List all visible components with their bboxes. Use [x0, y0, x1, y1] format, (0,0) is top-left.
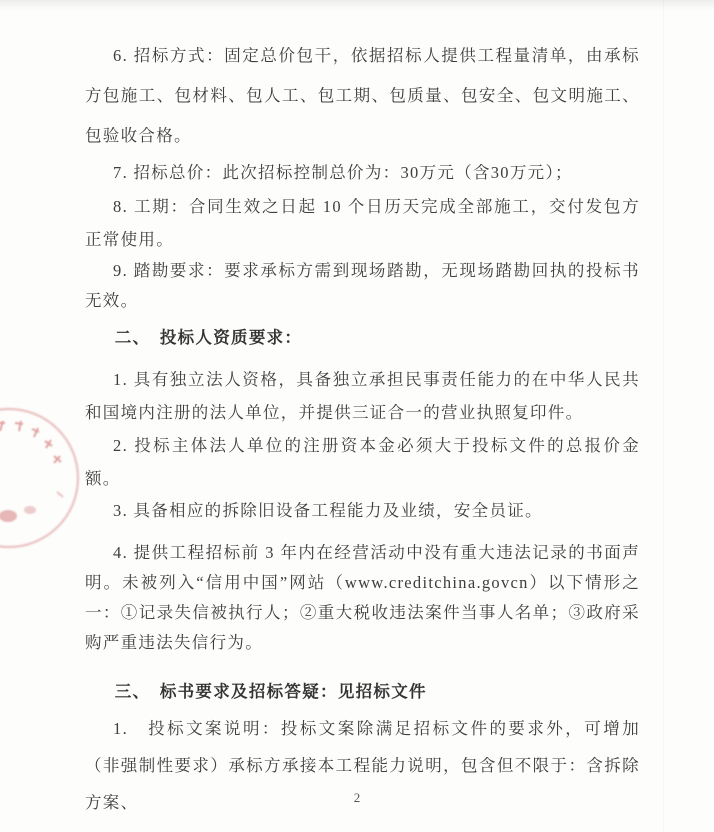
- section-2-heading-bidder-qualifications: 二、 投标人资质要求：: [114, 328, 303, 347]
- qualification-2-registered-capital: 2. 投标主体法人单位的注册资本金必须大于投标文件的总报价金额。: [85, 436, 640, 488]
- clause-7-tender-total-price: 7. 招标总价：此次招标控制总价为：30万元（含30万元）；: [113, 163, 573, 182]
- section-3-heading-bid-requirements: 三、 标书要求及招标答疑：见招标文件: [114, 682, 427, 701]
- red-seal-stamp: [0, 400, 87, 556]
- scan-artifact-line: [663, 0, 664, 832]
- page-number: 2: [353, 790, 361, 805]
- qualification-1-legal-entity: 1. 具有独立法人资格，具备独立承担民事责任能力的在中华人民共和国境内注册的法人单位，并提供三证合一的营业执照复印件。: [85, 370, 640, 422]
- document-body: [85, 36, 640, 821]
- clause-8-construction-period: 8. 工期：合同生效之日起 10 个日历天完成全部施工，交付发包方正常使用。: [85, 197, 640, 249]
- clause-6-tender-method: 6. 招标方式：固定总价包干，依据招标人提供工程量清单，由承标方包施工、包材料、包人工、包工期、包质量、包安全、包文明施工、包验收合格。: [85, 46, 640, 145]
- qualification-4-credit-record: 4. 提供工程招标前 3 年内在经营活动中没有重大违法记录的书面声明。未被列入“信用中国”网站（www.creditchina.govcn）以下情形之一：①记录失信被执行人；②重大税收违法案件当事人名单；③政府采购严重违法失信行为。: [85, 543, 640, 652]
- bid-document-description: 1. 投标文案说明：投标文案除满足招标文件的要求外，可增加（非强制性要求）承标方承接本工程能力说明，包含但不限于：含拆除方案、: [85, 719, 640, 812]
- clause-9-site-survey: 9. 踏勘要求：要求承标方需到现场踏勘，无现场踏勘回执的投标书无效。: [85, 261, 640, 310]
- qualification-3-capability: 3. 具备相应的拆除旧设备工程能力及业绩，安全员证。: [113, 501, 543, 520]
